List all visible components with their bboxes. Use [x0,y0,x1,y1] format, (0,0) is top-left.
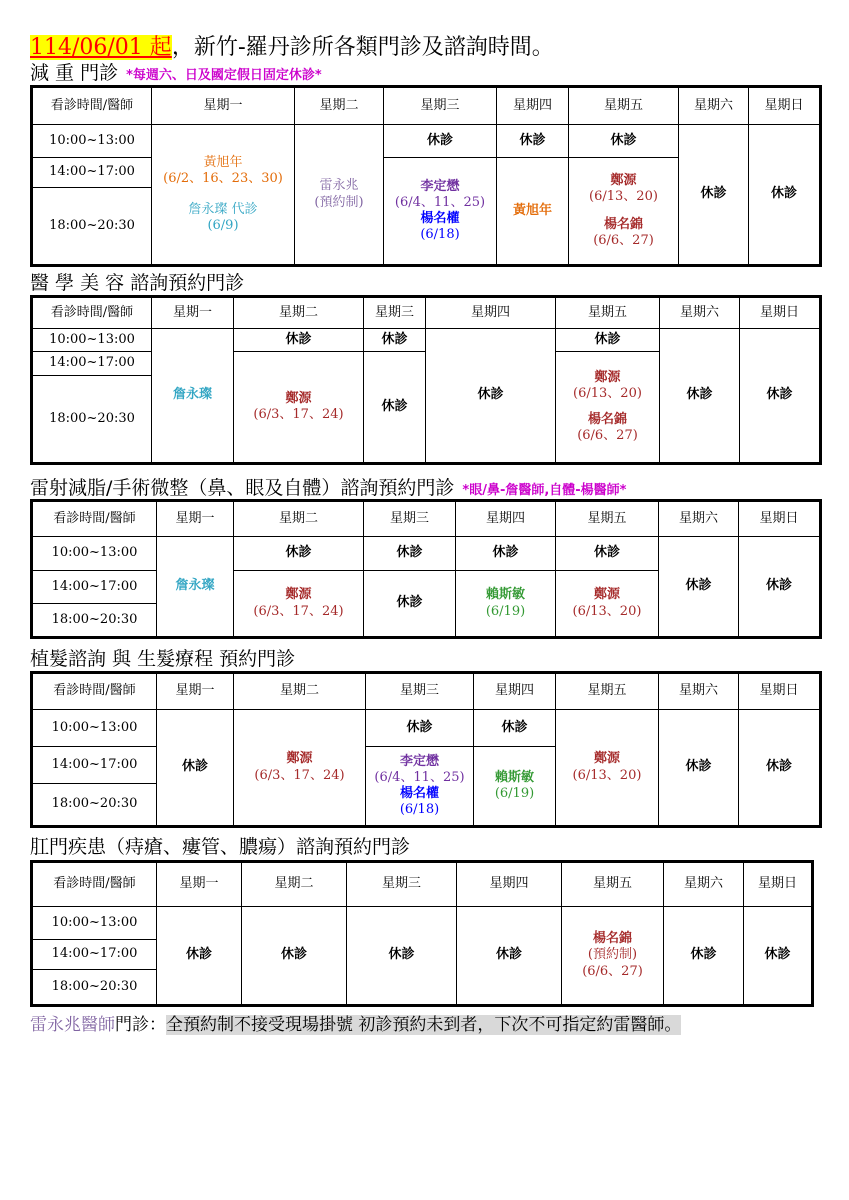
title-text: ，新竹-羅丹診所各類門診及諮詢時間。 [171,35,554,60]
weight-loss-schedule-table [30,85,822,267]
hair-schedule-table [30,671,822,828]
doctor-name: 鄭源 [285,390,312,406]
header-cell: 星期五 [569,87,679,125]
time-slot: 14:00~17:00 [32,571,157,604]
header-cell: 星期一 [157,862,242,907]
header-cell: 星期五 [556,297,660,329]
doctor-dates: (6/3、17、24) [253,407,344,422]
closed-cell: 休診 [157,907,242,1006]
header-cell: 星期三 [384,87,497,125]
section-laser-heading [30,473,626,500]
time-slot: 18:00~20:30 [32,376,152,464]
header-cell: 看診時間/醫師 [32,501,157,537]
doctor-name: 鄭源 [610,172,637,188]
footer-doctor: 雷永兆醫師 [30,1015,115,1035]
closed-cell: 休診 [457,907,562,1006]
doctor-name: 鄭源 [594,369,621,385]
closed-cell: 休診 [347,907,457,1006]
closed-cell: 休診 [740,329,821,464]
header-cell: 星期一 [152,87,295,125]
tuesday-cell [234,352,364,464]
doctor-dates: (6/18) [420,227,460,243]
wednesday-cell [366,747,474,827]
closed-cell: 休診 [556,329,660,352]
header-cell: 星期四 [426,297,556,329]
header-cell: 星期四 [456,501,556,537]
thursday-cell [456,571,556,638]
closed-cell: 休診 [426,329,556,464]
header-cell: 星期四 [457,862,562,907]
doctor-name: 鄭源 [593,587,620,603]
doctor-dates: (6/18) [399,802,440,818]
doctor-dates: (6/3、17、24) [253,603,344,619]
header-cell: 星期五 [556,673,659,710]
friday-cell [562,907,664,1006]
doctor-name: 賴斯敏 [485,587,525,603]
section-aesthetic-heading [30,268,244,295]
header-cell: 星期四 [497,87,569,125]
doctor-dates: (6/4、11、25) [374,769,465,785]
doctor-name: 李定懋 [420,178,460,194]
doctor-name: 鄭源 [593,751,620,767]
header-cell: 星期二 [234,297,364,329]
closed-cell: 休診 [679,125,749,266]
closed-cell: 休診 [364,537,456,571]
doctor-dates: (6/9) [207,217,239,233]
time-slot: 18:00~20:30 [32,784,157,827]
header-cell: 看診時間/醫師 [32,87,152,125]
section-title: 雷射減脂/手術微整（鼻、眼及自體）諮詢預約門診 [30,477,455,499]
wednesday-cell [384,158,497,266]
header-cell: 星期五 [562,862,664,907]
doctor-dates: (6/4、11、25) [394,194,486,210]
header-cell: 星期六 [659,673,739,710]
doctor-name: 楊名權 [399,786,439,801]
closed-cell: 休診 [364,329,426,352]
doctor-dates: (6/13、20) [572,603,642,619]
doctor-name: 黃旭年 [203,155,243,170]
closed-cell: 休診 [384,125,497,158]
header-cell: 星期六 [659,501,739,537]
effective-date: 114/06/01 起 [30,35,172,60]
friday-cell [556,710,659,827]
doctor-name: 楊名錦 [603,217,643,232]
section-title: 植髮諮詢 與 生髮療程 預約門診 [30,648,296,670]
closed-cell: 休診 [364,571,456,638]
header-cell: 星期日 [739,673,821,710]
time-slot: 10:00~13:00 [32,710,157,747]
friday-cell [556,571,659,638]
doctor-dates: (6/13、20) [589,188,658,204]
time-slot: 10:00~13:00 [32,907,157,940]
closed-cell: 休診 [366,710,474,747]
header-cell: 星期四 [474,673,556,710]
header-cell: 星期一 [157,673,234,710]
doctor-dates: (6/6、27) [577,428,638,444]
closed-cell: 休診 [659,537,739,638]
footer-label: 門診： [115,1015,166,1035]
time-slot: 18:00~20:30 [32,604,157,638]
closed-cell: 休診 [659,710,739,827]
header-cell: 星期一 [152,297,234,329]
header-cell: 星期三 [366,673,474,710]
section-weight-loss-heading [30,58,322,85]
doctor-name: 楊名錦 [587,412,627,427]
closed-cell: 休診 [739,537,821,638]
header-cell: 看診時間/醫師 [32,297,152,329]
doctor-name: 楊名權 [420,211,460,226]
time-slot: 14:00~17:00 [32,940,157,970]
tuesday-cell [234,571,364,638]
doctor-dates: (6/13、20) [573,385,642,401]
closed-cell: 休診 [456,537,556,571]
doctor-name: 詹永璨 [152,329,234,464]
doctor-dates: (6/19) [485,603,526,619]
aesthetic-schedule-table [30,295,822,465]
closed-cell: 休診 [739,710,821,827]
page-title [30,30,554,61]
header-cell: 星期二 [234,673,366,710]
doctor-name: 詹永璨 代診 [188,201,258,217]
time-slot: 10:00~13:00 [32,125,152,158]
closed-cell: 休診 [157,710,234,827]
tuesday-cell [295,125,384,266]
time-slot: 18:00~20:30 [32,188,152,266]
header-cell: 星期三 [364,297,426,329]
doctor-dates: (6/2、16、23、30) [163,171,283,187]
doctor-name: 詹永璨 [157,537,234,638]
tuesday-cell [234,710,366,827]
doctor-dates: (6/6、27) [582,963,643,979]
header-cell: 星期日 [740,297,821,329]
closed-cell: 休診 [556,537,659,571]
closed-cell: 休診 [242,907,347,1006]
doctor-name: 賴斯敏 [494,769,534,785]
closed-cell: 休診 [234,537,364,571]
doctor-name: 雷永兆 [319,178,359,194]
section-title: 醫 學 美 容 諮詢預約門診 [30,272,245,294]
doctor-note: (預約制) [587,947,638,963]
closed-cell: 休診 [749,125,821,266]
header-cell: 星期六 [679,87,749,125]
section-anal-heading [30,832,410,859]
closed-cell: 休診 [474,710,556,747]
closed-cell: 休診 [234,329,364,352]
time-slot: 14:00~17:00 [32,747,157,784]
doctor-dates: (6/3、17、24) [254,767,345,783]
closed-cell: 休診 [497,125,569,158]
doctor-name: 鄭源 [286,751,313,767]
time-slot: 14:00~17:00 [32,158,152,188]
header-cell: 星期一 [157,501,234,537]
header-cell: 星期五 [556,501,659,537]
doctor-dates: (6/6、27) [593,233,654,249]
anal-schedule-table [30,860,814,1007]
time-slot: 10:00~13:00 [32,537,157,571]
header-cell: 星期日 [744,862,813,907]
doctor-dates: (6/19) [494,786,535,801]
header-cell: 星期二 [234,501,364,537]
header-cell: 看診時間/醫師 [32,862,157,907]
doctor-name: 楊名錦 [592,931,632,947]
doctor-name: 李定懋 [399,753,439,769]
doctor-name: 鄭源 [285,587,312,603]
closed-cell: 休診 [660,329,740,464]
header-cell: 星期三 [364,501,456,537]
closed-cell: 休診 [744,907,813,1006]
time-slot: 10:00~13:00 [32,329,152,352]
laser-schedule-table [30,499,822,639]
header-cell: 星期六 [660,297,740,329]
friday-cell [569,158,679,266]
footer-text: 全預約制不接受現場掛號 初診預約未到者，下次不可指定約雷醫師。 [166,1015,682,1035]
section-hair-heading [30,644,295,671]
section-title: 減 重 門診 [30,62,119,84]
header-cell: 星期六 [664,862,744,907]
section-title: 肛門疾患（痔瘡、瘻管、膿瘍）諮詢預約門診 [30,836,411,858]
header-cell: 星期日 [739,501,821,537]
friday-cell [556,352,660,464]
monday-cell [152,125,295,266]
doctor-dates: (6/13、20) [572,767,642,783]
footer-note [30,1010,681,1035]
closed-cell: 休診 [664,907,744,1006]
closed-cell: 休診 [569,125,679,158]
header-cell: 星期三 [347,862,457,907]
section-note: *眼/鼻-詹醫師,自體-楊醫師* [462,483,627,498]
header-cell: 星期二 [242,862,347,907]
closed-cell: 休診 [364,352,426,464]
doctor-name: 黃旭年 [497,158,569,266]
section-note: *每週六、日及國定假日固定休診* [126,68,322,83]
header-cell: 看診時間/醫師 [32,673,157,710]
header-cell: 星期二 [295,87,384,125]
header-cell: 星期日 [749,87,821,125]
time-slot: 14:00~17:00 [32,352,152,376]
doctor-note: (預約制) [314,194,364,210]
thursday-cell [474,747,556,827]
time-slot: 18:00~20:30 [32,970,157,1006]
